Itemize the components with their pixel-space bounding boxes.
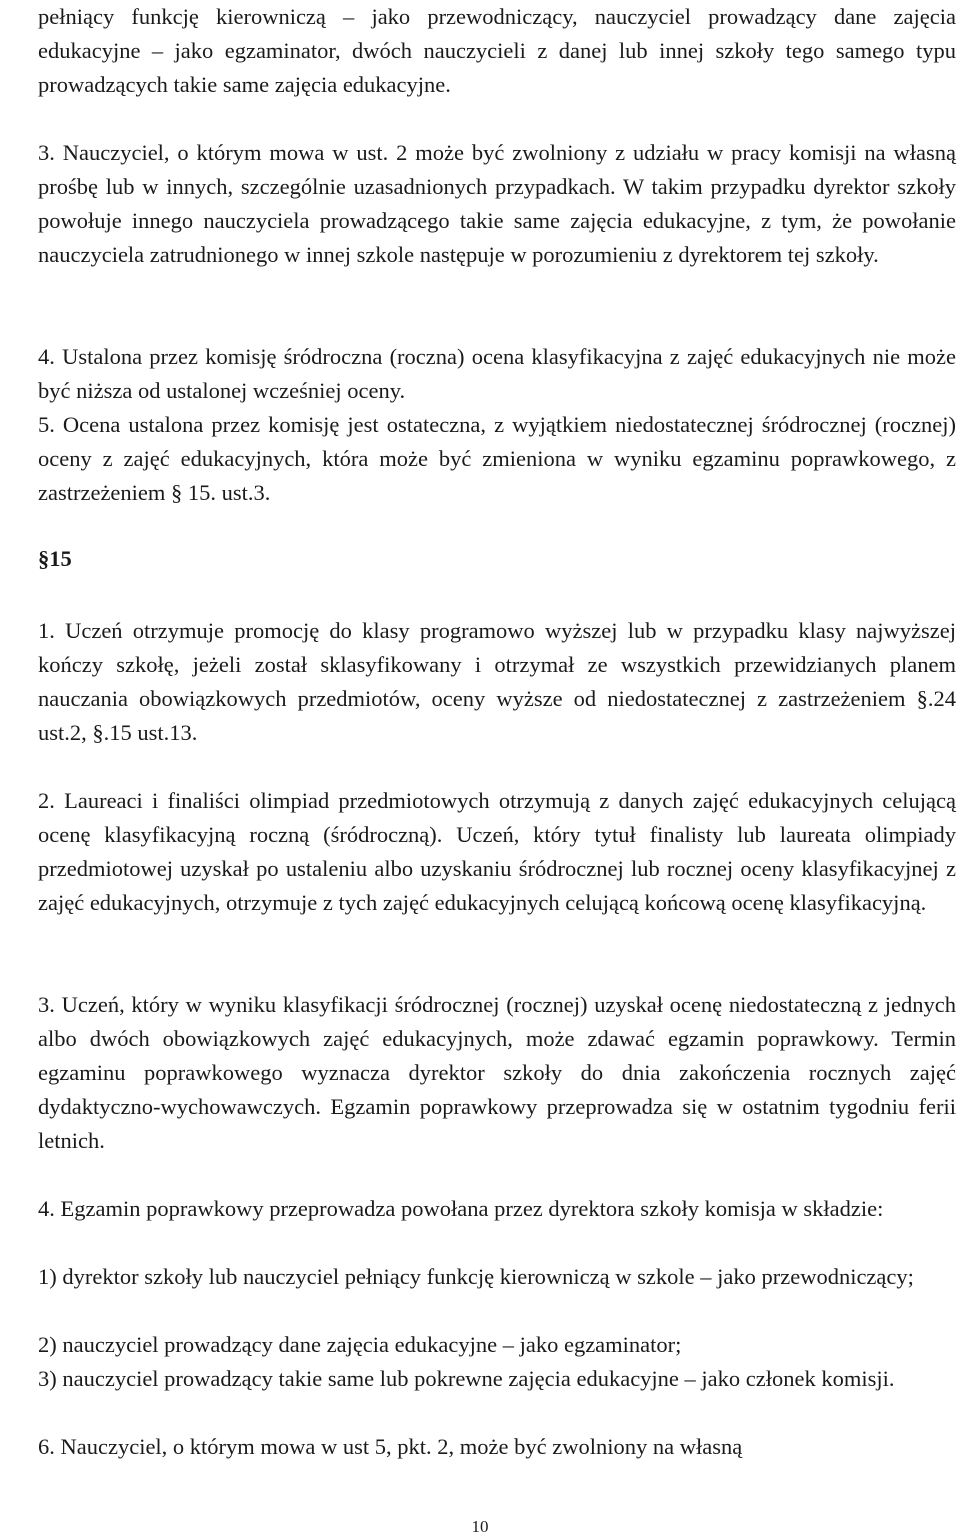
paragraph-5: 5. Ocena ustalona przez komisję jest ostateczna, z wyjątkiem niedostatecznej śródrocznej (rocznej) oceny z zajęć edukacyjnych, która może być zmieniona w wyniku egzaminu poprawkowego, z zastrzeżeniem § 15. ust.3. (38, 412, 956, 505)
section15-paragraph-4: 4. Egzamin poprawkowy przeprowadza powołana przez dyrektora szkoły komisja w składzie: (38, 1196, 884, 1221)
list-item: 3) nauczyciel prowadzący takie same lub pokrewne zajęcia edukacyjne – jako członek komisji. (38, 1366, 895, 1391)
paragraph-3: 3. Nauczyciel, o którym mowa w ust. 2 może być zwolniony z udziału w pracy komisji na własną prośbę lub w innych, szczególnie uzasadnionych przypadkach. W takim przypadku dyrektor szkoły powołuje innego nauczyciela prowadzącego takie same zajęcia edukacyjne, z tym, że powołanie nauczyciela zatrudnionego w innej szkole następuje w porozumieniu z dyrektorem tej szkoły. (38, 140, 956, 267)
paragraph-4: 4. Ustalona przez komisję śródroczna (roczna) ocena klasyfikacyjna z zajęć edukacyjnych nie może być niższa od ustalonej wcześniej oceny. (38, 344, 956, 403)
section15-paragraph-2: 2. Laureaci i finaliści olimpiad przedmiotowych otrzymują z danych zajęć edukacyjnych celującą ocenę klasyfikacyjną roczną (śródroczną). Uczeń, który tytuł finalisty lub laureata olimpiady przedmiotowej uzyskał po ustaleniu albo uzyskaniu śródrocznej lub rocznej oceny klasyfikacyjnej z zajęć edukacyjnych, otrzymuje z tych zajęć edukacyjnych celującą końcową ocenę klasyfikacyjną. (38, 788, 956, 915)
section15-paragraph-6: 6. Nauczyciel, o którym mowa w ust 5, pkt. 2, może być zwolniony na własną (38, 1434, 743, 1459)
page-number: 10 (471, 1517, 489, 1536)
section-heading: §15 (38, 546, 72, 571)
list-item: 1) dyrektor szkoły lub nauczyciel pełniący funkcję kierowniczą w szkole – jako przewodniczący; (38, 1264, 914, 1289)
section15-paragraph-3: 3. Uczeń, który w wyniku klasyfikacji śródrocznej (rocznej) uzyskał ocenę niedostateczną z jednych albo dwóch obowiązkowych zajęć edukacyjnych, może zdawać egzamin poprawkowy. Termin egzaminu poprawkowego wyznacza dyrektor szkoły do dnia zakończenia rocznych zajęć dydaktyczno-wychowawczych. Egzamin poprawkowy przeprowadza się w ostatnim tygodniu ferii letnich. (38, 992, 956, 1153)
paragraph-continuation: pełniący funkcję kierowniczą – jako przewodniczący, nauczyciel prowadzący dane zajęcia edukacyjne – jako egzaminator, dwóch nauczycieli z danej lub innej szkoły tego samego typu prowadzących takie same zajęcia edukacyjne. (38, 4, 956, 97)
section15-paragraph-1: 1. Uczeń otrzymuje promocję do klasy programowo wyższej lub w przypadku klasy najwyższej kończy szkołę, jeżeli został sklasyfikowany i otrzymał ze wszystkich przewidzianych planem nauczania obowiązkowych przedmiotów, oceny wyższe od niedostatecznej z zastrzeżeniem §.24 ust.2, §.15 ust.13. (38, 618, 956, 745)
list-item: 2) nauczyciel prowadzący dane zajęcia edukacyjne – jako egzaminator; (38, 1332, 682, 1357)
